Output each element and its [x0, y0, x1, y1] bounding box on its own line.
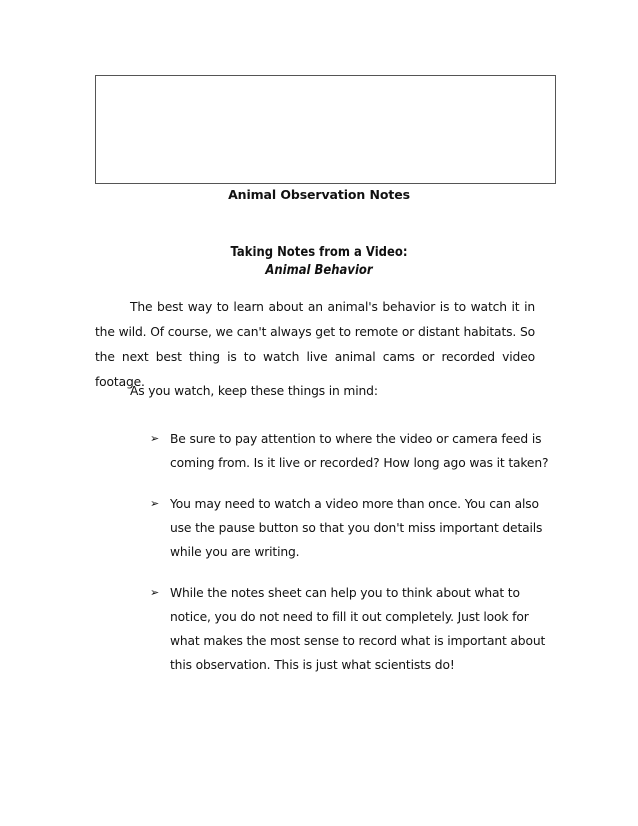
list-item	[150, 581, 550, 677]
arrow-bullet-icon: ➢	[150, 432, 160, 445]
bullet-list	[150, 427, 550, 677]
notes-title: Animal Observation Notes	[228, 187, 410, 202]
lead-in-text: As you watch, keep these things in mind:	[130, 384, 378, 398]
header-box	[95, 75, 556, 184]
list-item-text: While the notes sheet can help you to think about what to notice, you do not need to fill it out completely. Just look for what makes the most sense to record what is important about this observation. This is just what scientists do!	[170, 586, 546, 672]
intro-paragraph: The best way to learn about an animal's behavior is to watch it in the wild. Of course, we can't always get to remote or distant habitats. So the next best thing is to watch live animal cams or recorded video footage.	[95, 300, 535, 389]
list-item	[150, 492, 550, 564]
arrow-bullet-icon: ➢	[150, 586, 160, 599]
document-title: Taking Notes from a Video:	[230, 244, 408, 260]
list-item-text: You may need to watch a video more than once. You can also use the pause button so that you don't miss important details while you are writing.	[170, 497, 543, 559]
arrow-bullet-icon: ➢	[150, 497, 160, 510]
list-item	[150, 427, 550, 475]
list-item-text: Be sure to pay attention to where the video or camera feed is coming from. Is it live or recorded? How long ago was it taken?	[170, 432, 549, 470]
document-subtitle: Animal Behavior	[265, 262, 373, 278]
